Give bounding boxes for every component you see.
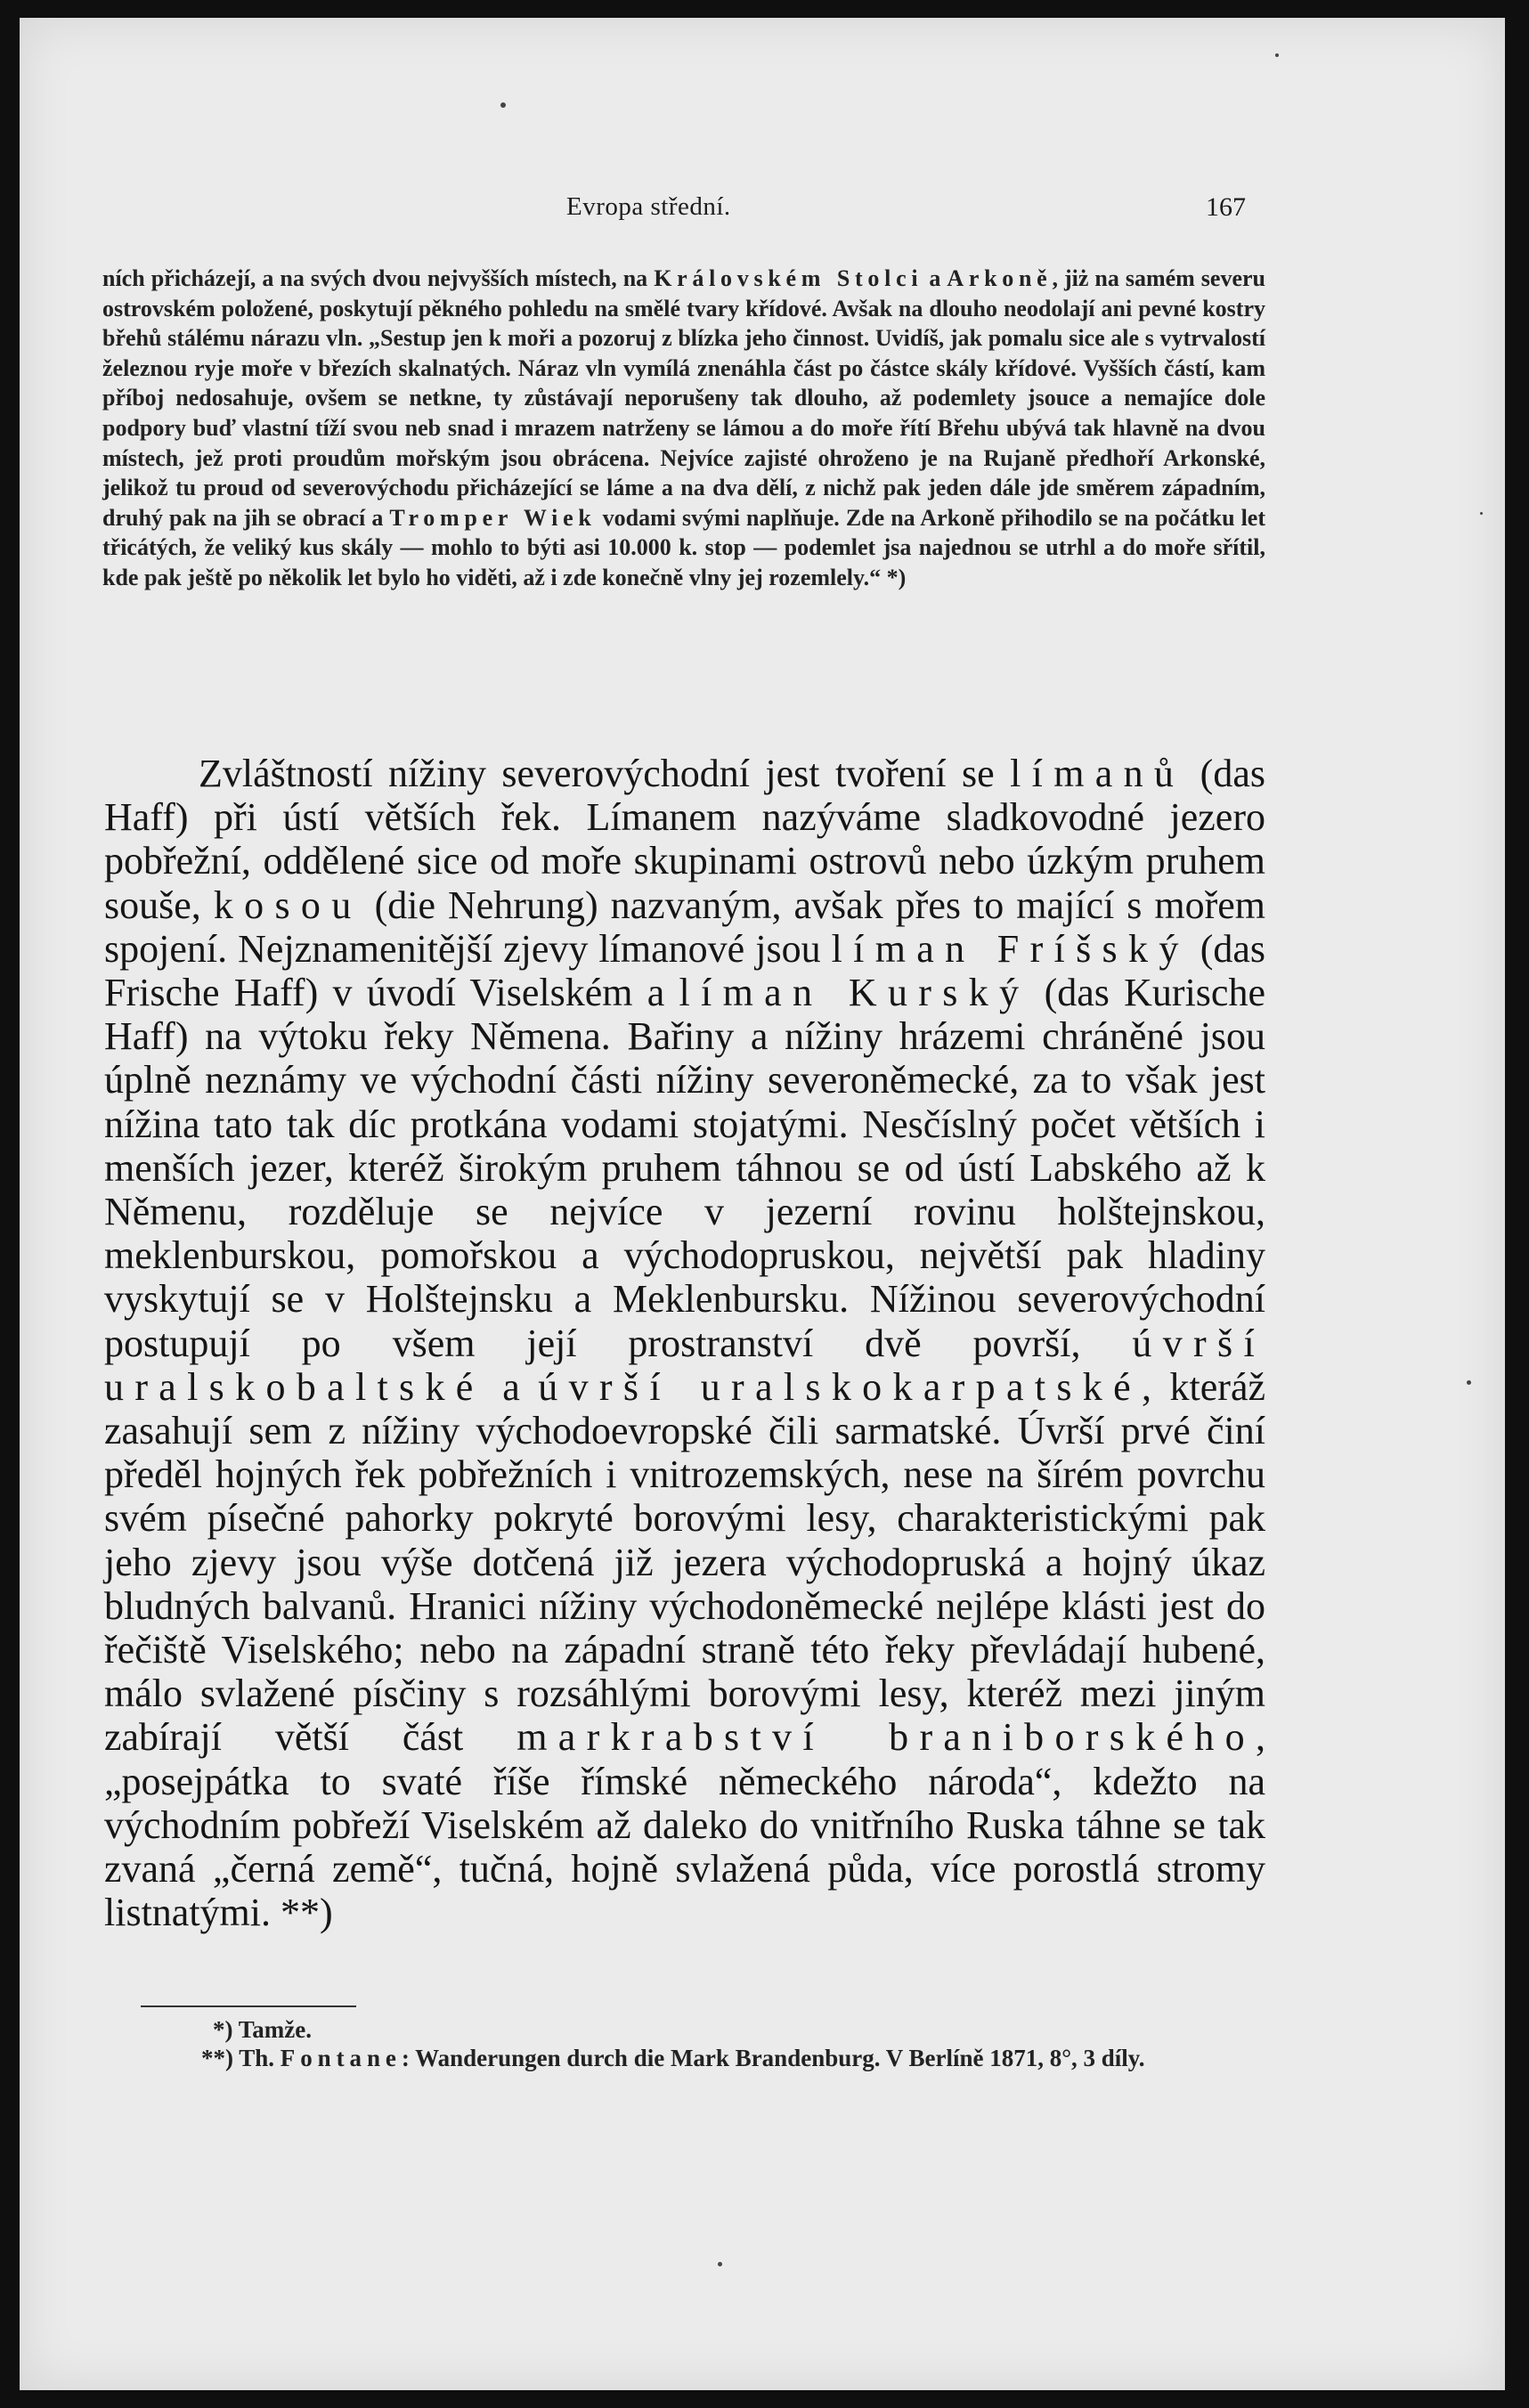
footnote-1: *) Tamže.	[213, 2016, 312, 2043]
spaced-term: líman Fríšský	[831, 926, 1190, 971]
ink-speck	[1275, 53, 1279, 57]
footnote-rule	[141, 2005, 356, 2007]
spaced-term: úvrší uralskokarpatské	[538, 1364, 1142, 1409]
footnotes	[104, 2015, 1265, 2072]
text-run: a	[484, 1364, 539, 1409]
book-page	[20, 18, 1505, 2390]
main-paragraph	[104, 752, 1265, 1934]
text-run: **) Th.	[201, 2045, 281, 2071]
ink-speck	[718, 2262, 722, 2266]
ink-speck	[1467, 1380, 1471, 1385]
quoted-paragraph-text	[102, 264, 1265, 593]
spaced-term: Fontane	[280, 2045, 402, 2071]
text-run: a	[923, 265, 947, 291]
footnote-2	[104, 2044, 1265, 2072]
text-run: , jiż na samém severu ostrovském položené, poskytují pěkného pohledu na smělé tvary křídové. Avšak na dlouho neodolají ani pevné kostry břehů stálému nárazu vln. „Sestup jen k moři a pozoruj z blízka jeho činnost. Uvidíš, jak pomalu sice ale s vytrvalostí železnou ryje moře v březích skalnatých. Náraz vln vymílá znenáhla část po částce skály křídové. Vyšších částí, kam příboj nedosahuje, ovšem se netkne, ty zůstávají neporušeny tak dlouho, až podemlety jsouce a nemajíce dole podpory buď vlastní tíží svou neb snad i mrazem natrženy se lámou a do moře řítí Břehu ubývá tak hlavně na dvou místech, jež proti proudům mořským jsou obrácena. Nejvíce zajisté ohroženo je na Rujaně předhoří Arkonské, jelikož tu proud od severovýchodu přicházející se láme a na dva dělí, z nichž pak jeden dále jde směrem západním, druhý pak na jih se obrací a	[102, 265, 1266, 531]
text-run: (das Kurische Haff) na výtoku řeky Němena. Bařiny a nížiny hrázemi chráněné jsou úplně neznámy ve východní části nížiny severoněmecké, za to však jest nížina tato tak díc protkána vodami stojatými. Nesčíslný počet větších i menších jezer, kteréž širokým pruhem táhnou se od ústí Labského až k Němenu, rozděluje se nejvíce v jezerní rovinu holštejnskou, meklenburskou, pomořskou a východopruskou, největší pak hladiny vyskytují se v Holštejnsku a Meklenbursku. Nížinou severovýchodní postupují po všem její prostranství dvě površí,	[104, 971, 1265, 1365]
page-number: 167	[1206, 192, 1246, 222]
spaced-term: límanů	[1010, 752, 1185, 795]
ink-speck	[1480, 512, 1483, 515]
text-run: : Wanderungen durch die Mark Brandenburg. V Berlíně 1871, 8°, 3 díly.	[401, 2045, 1145, 2071]
text-run: , „posejpátka to svaté říše římské německého národa“, kdežto na východním pobřeží Viselském až daleko do vnitřního Ruska táhne se tak zvaná „černá země“, tučná, hojně svlažená půda, více porostlá stromy listnatými. **)	[104, 1715, 1265, 1935]
text-run: (das Haff) při ústí větších řek. Límanem nazýváme sladkovodné jezero pobřežní, oddělené sice od moře skupinami ostrovů nebo úzkým pruhem souše,	[104, 752, 1265, 927]
ink-speck	[500, 102, 506, 108]
text-run: , kteráž zasahují sem z nížiny východoevropské čili sarmatské. Úvrší prvé činí předěl hojných řek pobřežních i vnitrozemských, nese na šírém povrchu svém písečné pahorky pokryté borovými lesy, charakteristickými pak jeho zjevy jsou výše dotčená již jezera východopruská a hojný úkaz bludných balvanů. Hranici nížiny východoněmecké nejlépe klásti jest do řečiště Viselského; nebo na západní straně této řeky převládají hubené, málo svlažené písčiny s rozsáhlými borovými lesy, kteréž mezi jiným zabírají větší část	[104, 1364, 1265, 1760]
text-run: Zvláštností nížiny severovýchodní jest tvoření se	[199, 752, 1011, 795]
spaced-term: kosou	[213, 883, 362, 927]
spaced-term: úvrší uralskobaltské	[104, 1321, 1265, 1409]
main-paragraph-text	[104, 752, 1265, 1934]
text-run: (das Frische Haff) v úvodí Viselském a	[104, 926, 1265, 1015]
spaced-term: Královském Stolci	[654, 265, 923, 291]
text-run: vodami svými naplňuje. Zde na Arkoně přihodilo se na počátku let třicátých, že veliký kus skály — mohlo to býti asi 10.000 k. stop — podemlet jsa najednou se utrhl a do moře sřítil, kde pak ještě po několik let bylo ho viděti, až i zde konečně vlny jej rozemlely.“ *)	[102, 504, 1265, 590]
quoted-paragraph	[102, 264, 1265, 593]
spaced-term: Arkoně	[947, 265, 1053, 291]
spaced-term: markrabství braniborského	[516, 1715, 1256, 1760]
page-header	[20, 192, 1505, 228]
text-run: (die Nehrung) nazvaným, avšak přes to mající s mořem spojení. Nejznamenitější zjevy límanové jsou	[104, 883, 1266, 971]
running-title: Evropa střední.	[566, 192, 731, 221]
text-run: ních přicházejí, a na svých dvou nejvyšších místech, na	[102, 265, 655, 291]
spaced-term: Tromper Wiek	[389, 504, 597, 531]
spaced-term: líman Kurský	[679, 971, 1030, 1015]
